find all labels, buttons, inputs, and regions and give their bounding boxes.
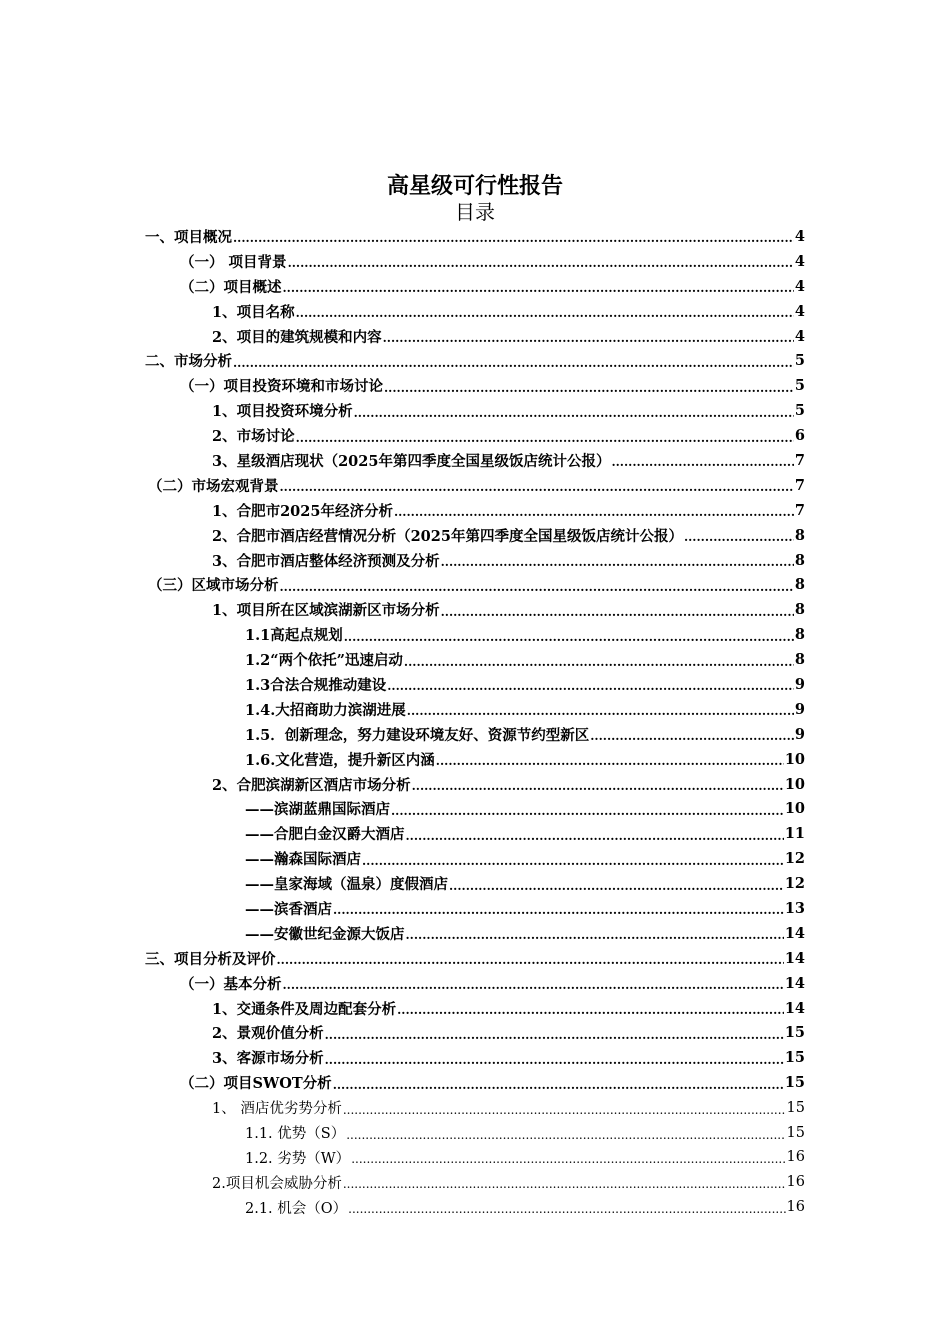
toc-entry-page-number: 9 — [794, 700, 805, 718]
toc-entry-label: 1、项目投资环境分析 — [212, 403, 353, 421]
toc-entry-page-number: 10 — [784, 800, 805, 818]
toc-entry-label: 2、市场讨论 — [212, 428, 295, 446]
toc-leader-dots — [404, 655, 794, 669]
toc-entry-label: 3、星级酒店现状（2025年第四季度全国星级饭店统计公报） — [212, 452, 611, 470]
toc-entry-label: 1.2. 劣势（W） — [245, 1150, 351, 1167]
toc-entry[interactable] — [0, 896, 805, 921]
document-title: 高星级可行性报告 — [386, 173, 563, 199]
toc-entry-label: ——瀚森国际酒店 — [245, 851, 361, 869]
toc-leader-dots — [383, 331, 794, 345]
toc-leader-dots — [283, 978, 784, 992]
toc-leader-dots — [333, 1078, 784, 1092]
toc-leader-dots — [384, 381, 794, 395]
toc-entry-page-number: 5 — [794, 402, 805, 420]
toc-entry[interactable] — [0, 772, 805, 797]
toc-entry-label: 1.3合法合规推动建设 — [245, 676, 387, 694]
toc-entry-label: 1、合肥市2025年经济分析 — [212, 502, 393, 520]
toc-leader-dots — [280, 580, 794, 594]
toc-leader-dots — [343, 1103, 786, 1117]
toc-entry-page-number: 16 — [786, 1174, 805, 1191]
toc-entry-label: 2、合肥市酒店经营情况分析（2025年第四季度全国星级饭店统计公报） — [212, 527, 683, 545]
toc-entry-label: ——滨湖蓝鼎国际酒店 — [245, 801, 390, 819]
toc-entry[interactable] — [0, 622, 805, 647]
toc-entry[interactable] — [0, 971, 805, 996]
toc-leader-dots — [436, 754, 784, 768]
toc-entry[interactable] — [0, 946, 805, 971]
toc-entry-page-number: 12 — [784, 875, 805, 893]
toc-entry[interactable] — [0, 1095, 805, 1120]
toc-entry-page-number: 13 — [784, 899, 805, 917]
toc-entry-label: 二、市场分析 — [145, 353, 232, 371]
toc-entry-page-number: 7 — [794, 451, 805, 469]
toc-entry-page-number: 4 — [794, 277, 805, 295]
toc-entry[interactable] — [0, 921, 805, 946]
toc-entry[interactable] — [0, 647, 805, 672]
toc-entry-page-number: 16 — [786, 1199, 805, 1216]
toc-entry[interactable] — [0, 249, 805, 274]
toc-entry-label: 1.4.大招商助力滨湖进展 — [245, 701, 406, 719]
toc-entry[interactable] — [0, 722, 805, 747]
toc-entry-label: 2、景观价值分析 — [212, 1025, 324, 1043]
toc-entry-label: （一） 项目背景 — [180, 253, 287, 271]
toc-entry-page-number: 4 — [794, 302, 805, 320]
toc-entry[interactable] — [0, 373, 805, 398]
toc-entry-label: 2.1. 机会（O） — [245, 1200, 348, 1217]
toc-entry-label: （三）区域市场分析 — [148, 577, 279, 595]
toc-leader-dots — [280, 480, 794, 494]
toc-leader-dots — [397, 1003, 784, 1017]
toc-entry[interactable] — [0, 821, 805, 846]
toc-leader-dots — [233, 231, 794, 245]
toc-entry-label: （一）项目投资环境和市场讨论 — [180, 378, 383, 396]
toc-entry[interactable] — [0, 498, 805, 523]
toc-entry[interactable] — [0, 1021, 805, 1046]
toc-entry[interactable] — [0, 846, 805, 871]
toc-entry-page-number: 15 — [784, 1024, 805, 1042]
toc-entry[interactable] — [0, 448, 805, 473]
toc-entry-page-number: 8 — [794, 576, 805, 594]
toc-entry-page-number: 8 — [794, 526, 805, 544]
toc-heading: 目录 — [455, 200, 495, 224]
toc-entry-page-number: 4 — [794, 252, 805, 270]
toc-leader-dots — [343, 1177, 786, 1191]
toc-leader-dots — [412, 779, 784, 793]
toc-entry-label: （一）基本分析 — [180, 975, 282, 993]
toc-entry-page-number: 9 — [794, 675, 805, 693]
toc-entry-page-number: 5 — [794, 377, 805, 395]
toc-leader-dots — [611, 455, 793, 469]
toc-leader-dots — [394, 505, 794, 519]
toc-entry-label: 1.6.文化营造，提升新区内涵 — [245, 751, 435, 769]
toc-entry-label: ——合肥白金汉爵大酒店 — [245, 826, 405, 844]
toc-entry-label: 1.1高起点规划 — [245, 627, 343, 645]
toc-entry-page-number: 14 — [784, 949, 805, 967]
toc-leader-dots — [351, 1152, 785, 1166]
toc-entry[interactable] — [0, 572, 805, 597]
toc-entry-page-number: 14 — [784, 999, 805, 1017]
toc-leader-dots — [406, 829, 784, 843]
toc-entry-label: 3、客源市场分析 — [212, 1050, 324, 1068]
toc-leader-dots — [296, 306, 794, 320]
toc-entry[interactable] — [0, 996, 805, 1021]
toc-entry-label: ——皇家海域（温泉）度假酒店 — [245, 876, 448, 894]
toc-leader-dots — [407, 704, 794, 718]
toc-entry-label: ——安徽世纪金源大饭店 — [245, 925, 405, 943]
toc-leader-dots — [590, 729, 794, 743]
toc-leader-dots — [296, 431, 794, 445]
toc-entry[interactable] — [0, 299, 805, 324]
toc-entry[interactable] — [0, 473, 805, 498]
toc-entry[interactable] — [0, 423, 805, 448]
toc-entry[interactable] — [0, 1195, 805, 1220]
toc-leader-dots — [325, 1028, 784, 1042]
toc-entry[interactable] — [0, 871, 805, 896]
toc-leader-dots — [233, 356, 794, 370]
toc-entry-page-number: 10 — [784, 775, 805, 793]
toc-entry-label: 三、项目分析及评价 — [145, 950, 276, 968]
toc-entry-page-number: 8 — [794, 651, 805, 669]
toc-entry-page-number: 16 — [786, 1149, 805, 1166]
toc-entry-page-number: 8 — [794, 601, 805, 619]
toc-entry-page-number: 14 — [784, 924, 805, 942]
toc-leader-dots — [391, 804, 784, 818]
toc-leader-dots — [346, 1128, 785, 1142]
toc-entry-label: 2、项目的建筑规模和内容 — [212, 328, 382, 346]
toc-leader-dots — [344, 630, 794, 644]
toc-entry[interactable] — [0, 398, 805, 423]
toc-leader-dots — [354, 406, 794, 420]
toc-entry-page-number: 14 — [784, 974, 805, 992]
toc-entry[interactable] — [0, 672, 805, 697]
toc-leader-dots — [277, 953, 784, 967]
toc-entry[interactable] — [0, 523, 805, 548]
toc-entry-page-number: 15 — [786, 1124, 805, 1141]
toc-entry-label: 1、交通条件及周边配套分析 — [212, 1000, 397, 1018]
toc-entry-label: （二）市场宏观背景 — [148, 477, 279, 495]
toc-entry-label: 2、合肥滨湖新区酒店市场分析 — [212, 776, 411, 794]
toc-leader-dots — [325, 1053, 784, 1067]
toc-entry-label: 2.项目机会威胁分析 — [212, 1175, 342, 1192]
toc-entry-page-number: 15 — [786, 1099, 805, 1116]
toc-leader-dots — [348, 1202, 785, 1216]
toc-entry-page-number: 4 — [794, 327, 805, 345]
toc-leader-dots — [387, 679, 794, 693]
toc-entry-page-number: 6 — [794, 427, 805, 445]
toc-entry-label: ——滨香酒店 — [245, 900, 332, 918]
toc-entry[interactable] — [0, 697, 805, 722]
toc-entry-label: 1.2“两个依托”迅速启动 — [245, 652, 403, 670]
toc-leader-dots — [684, 530, 794, 544]
toc-entry[interactable] — [0, 1045, 805, 1070]
toc-entry-page-number: 7 — [794, 476, 805, 494]
toc-entry[interactable] — [0, 548, 805, 573]
toc-entry-label: （二）项目SWOT分析 — [180, 1075, 332, 1093]
toc-entry-page-number: 10 — [784, 750, 805, 768]
toc-entry-label: 1、项目名称 — [212, 303, 295, 321]
toc-leader-dots — [406, 928, 784, 942]
toc-entry-page-number: 4 — [794, 227, 805, 245]
toc-entry-label: 1、 酒店优劣势分析 — [212, 1101, 342, 1118]
toc-entry-page-number: 8 — [794, 551, 805, 569]
toc-leader-dots — [441, 605, 794, 619]
toc-entry[interactable] — [0, 1070, 805, 1095]
toc-entry-label: 1.5．创新理念，努力建设环境友好、资源节约型新区 — [245, 726, 590, 744]
toc-entry[interactable] — [0, 1145, 805, 1170]
toc-entry-page-number: 11 — [784, 825, 805, 843]
toc-entry[interactable] — [0, 348, 805, 373]
toc-entry-page-number: 5 — [794, 352, 805, 370]
toc-entry-page-number: 8 — [794, 626, 805, 644]
toc-entry[interactable] — [0, 274, 805, 299]
toc-entry-label: 1、项目所在区域滨湖新区市场分析 — [212, 602, 440, 620]
toc-entry[interactable] — [0, 796, 805, 821]
toc-entry-page-number: 7 — [794, 501, 805, 519]
toc-entry-page-number: 15 — [784, 1049, 805, 1067]
toc-entry[interactable] — [0, 1170, 805, 1195]
toc-entry[interactable] — [0, 597, 805, 622]
toc-entry[interactable] — [0, 224, 805, 249]
toc-entry-label: 3、合肥市酒店整体经济预测及分析 — [212, 552, 440, 570]
toc-leader-dots — [449, 879, 784, 893]
toc-entry-page-number: 9 — [794, 725, 805, 743]
toc-entry[interactable] — [0, 747, 805, 772]
toc-leader-dots — [362, 854, 784, 868]
toc-entry-label: （二）项目概述 — [180, 278, 282, 296]
table-of-contents — [0, 224, 950, 1220]
toc-entry-label: 一、项目概况 — [145, 228, 232, 246]
toc-entry[interactable] — [0, 324, 805, 349]
toc-entry-page-number: 12 — [784, 850, 805, 868]
toc-leader-dots — [441, 555, 794, 569]
toc-leader-dots — [288, 256, 794, 270]
toc-entry-page-number: 15 — [784, 1074, 805, 1092]
toc-entry-label: 1.1. 优势（S） — [245, 1126, 346, 1142]
toc-leader-dots — [333, 903, 784, 917]
toc-leader-dots — [283, 281, 794, 295]
toc-entry[interactable] — [0, 1120, 805, 1145]
